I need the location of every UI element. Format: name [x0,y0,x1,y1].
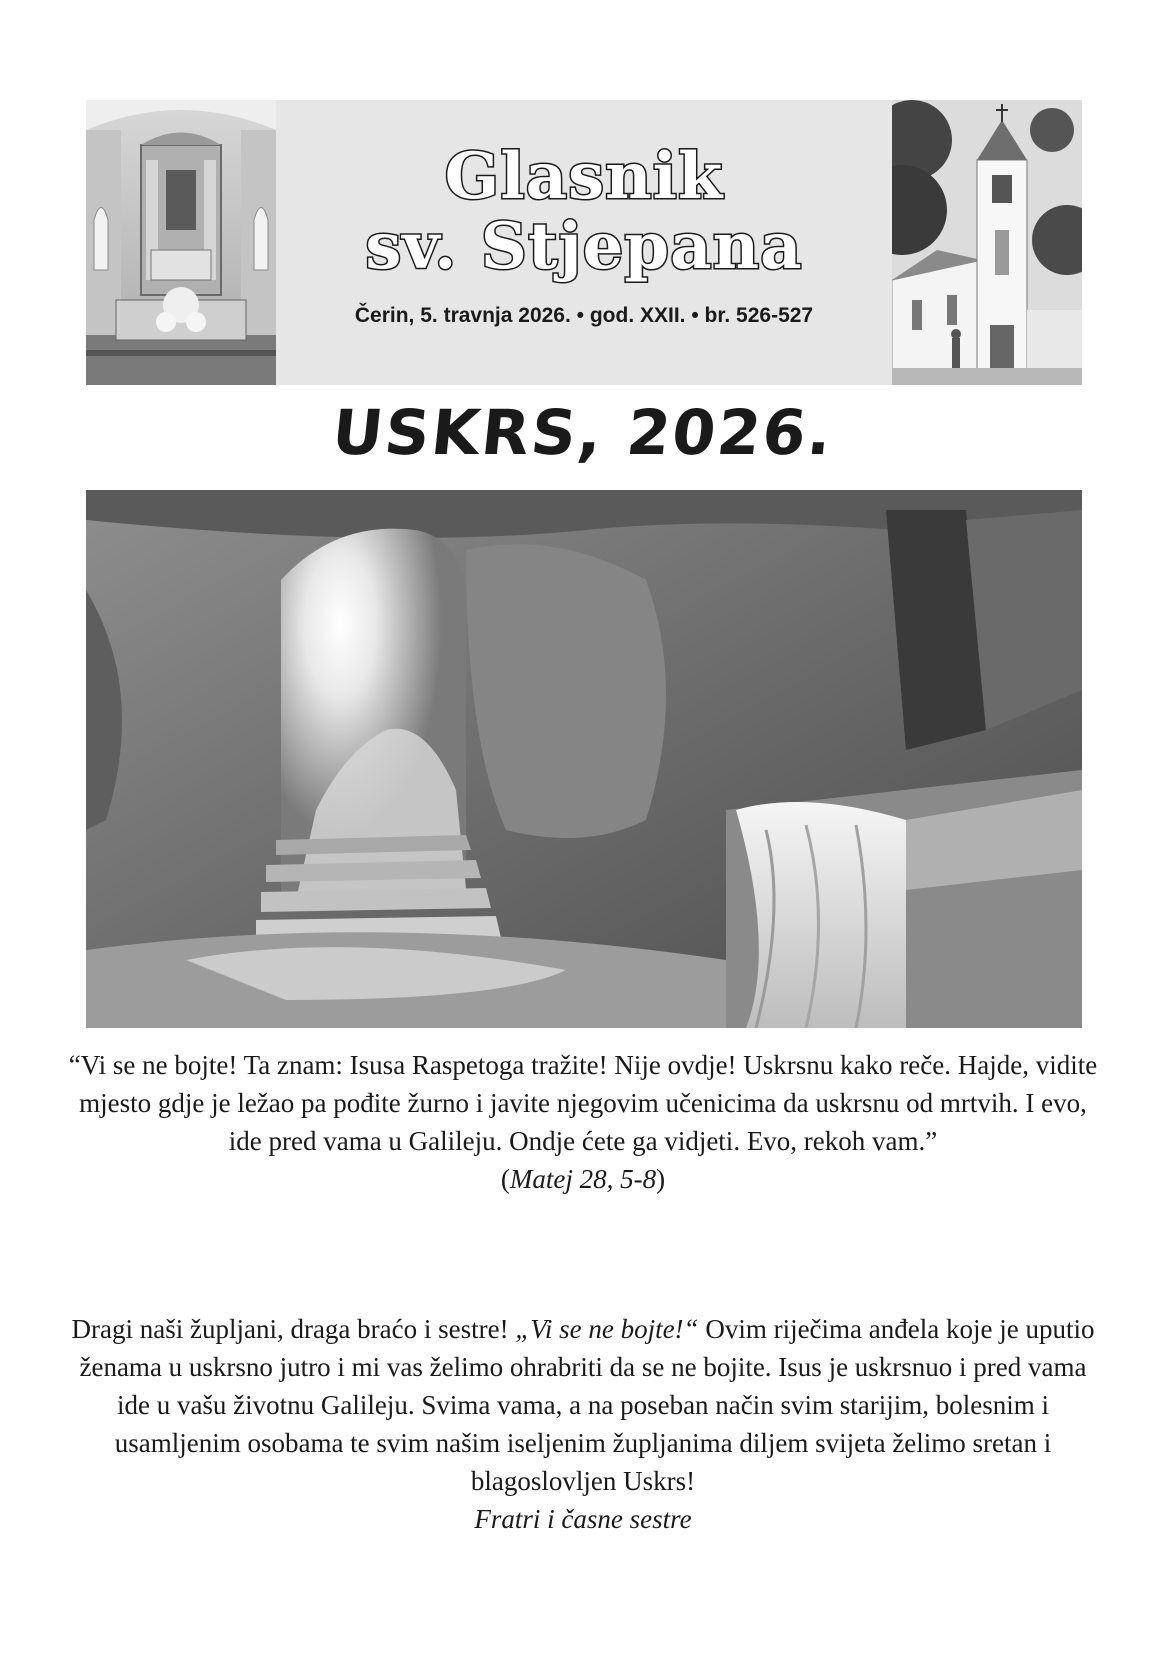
publication-title-line2: sv. Stjepana [365,209,803,284]
masthead-title-box [276,100,892,385]
headline: USKRS, 2026. [328,396,838,469]
publication-title-line1: Glasnik [444,139,724,214]
greeting-signature [60,1500,1106,1538]
quote-ref-open: ( [500,1164,510,1194]
church-interior-photo [86,100,276,385]
greeting-emphasis: „Vi se ne bojte!“ [515,1314,699,1344]
masthead [86,100,1082,385]
quote-ref-text: Matej 28, 5-8 [509,1164,657,1194]
quote-text: “Vi se ne bojte! Ta znam: Isusa Raspetoga tražite! Nije ovdje! Uskrsnu kako reče. Hajde, vidite mjesto gdje je ležao pa pođite žurno i javite njegovim učenicima da uskrsnu od mrtvih. I evo, ide pred vama u Galileju. Ondje ćete ga vidjeti. Evo, rekoh vam.” [68,1050,1098,1156]
quote-ref-close: ) [656,1164,666,1194]
greeting-intro: Dragi naši župljani, draga braćo i sestre! [71,1314,516,1344]
scripture-quote [60,1046,1106,1198]
greeting-paragraph [60,1310,1106,1500]
quote-reference [60,1160,1106,1198]
easter-greeting [60,1310,1106,1538]
church-exterior-image [892,100,1082,385]
church-interior-image [86,100,276,385]
church-exterior-photo [892,100,1082,385]
issue-info: Čerin, 5. travnja 2026. • god. XXII. • br. 526-527 [354,304,814,327]
empty-tomb-photo [86,490,1082,1028]
greeting-body: Ovim riječima anđela koje je uputio ženama u uskrsno jutro i mi vas želimo ohrabriti da se ne bojite. Isus je uskrsnuo i pred vama ide u vašu životnu Galileju. Svima vama, a na poseban način svim starijim, bolesnim i usamljenim osobama te svim našim iseljenim župljanima diljem svijeta želimo sretan i blagoslovljen Uskrs! [79,1314,1095,1496]
empty-tomb-image [86,490,1082,1028]
signature-text: Fratri i časne sestre [474,1504,692,1534]
